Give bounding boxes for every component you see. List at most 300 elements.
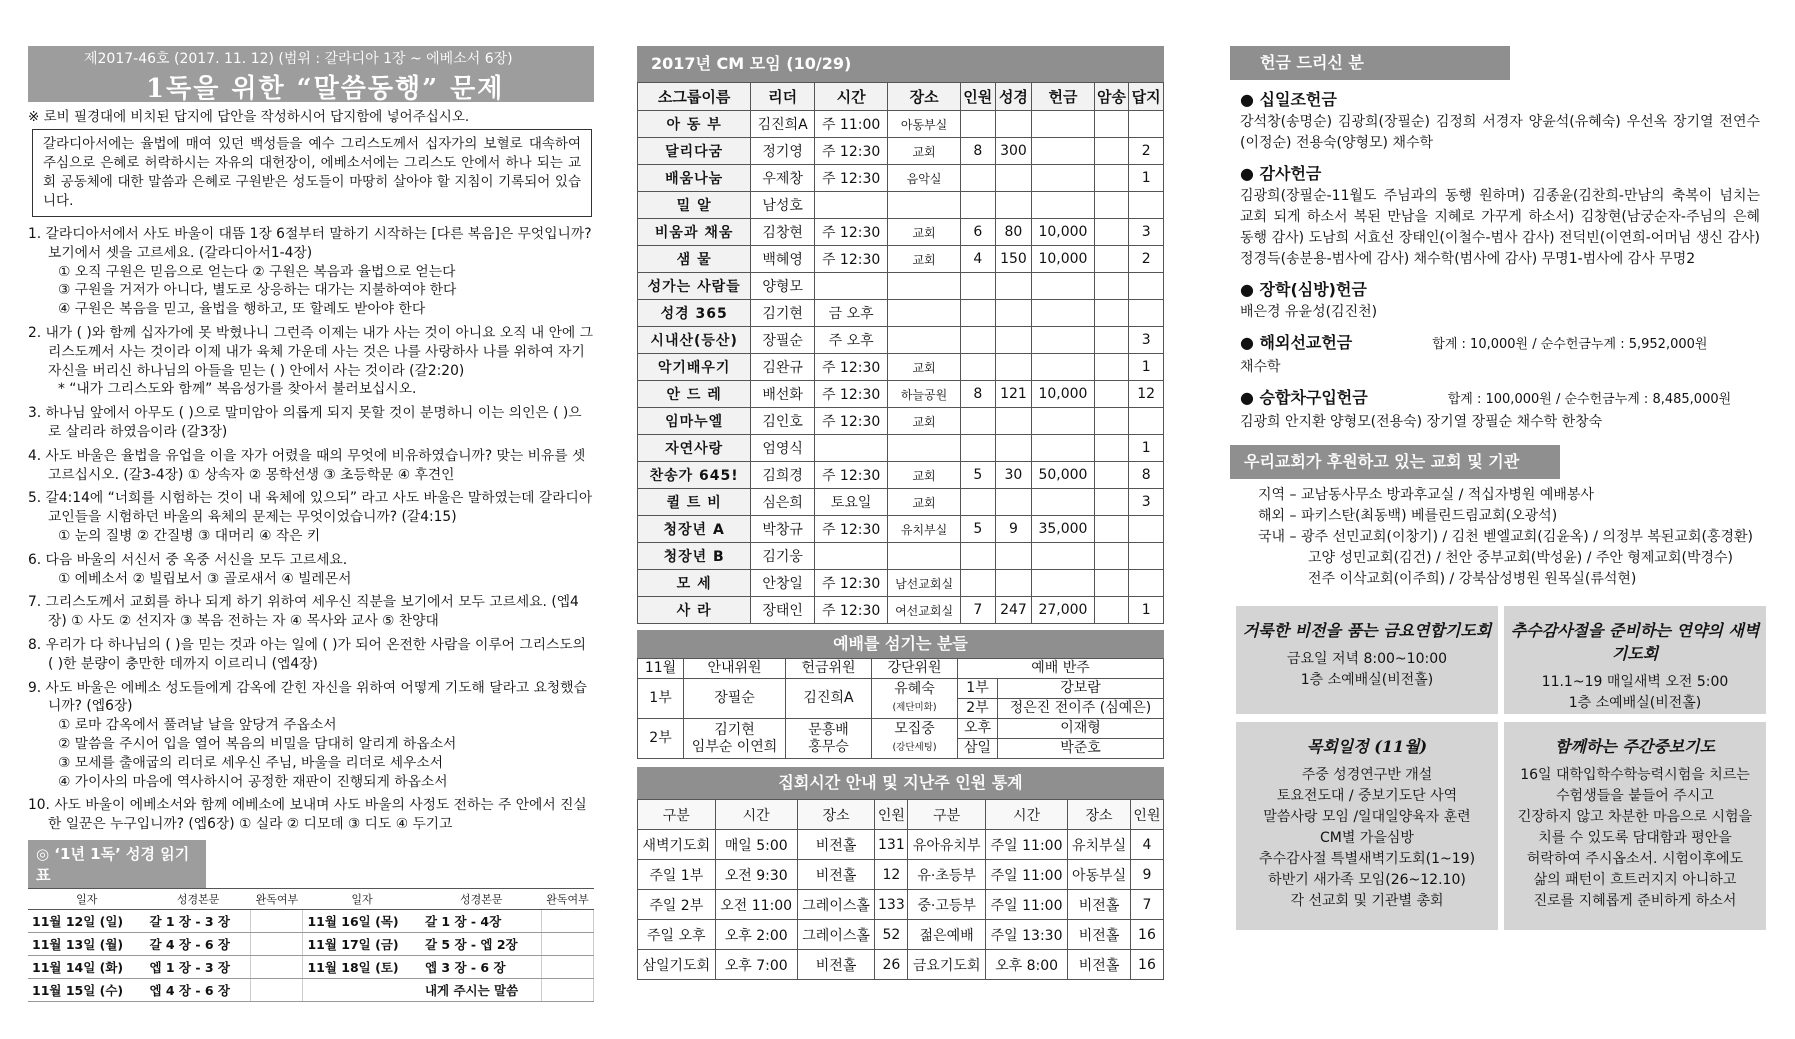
cm-cell: 성경 365	[638, 300, 751, 327]
question: 6. 다음 바울의 서신서 중 옥중 서신을 모두 고르세요. ① 에베소서 ② 빌립보서 ③ 골로새서 ④ 빌레몬서	[28, 551, 594, 589]
stats-cell: 12	[875, 860, 908, 890]
stats-cell: 16	[1130, 920, 1163, 950]
cm-cell	[888, 543, 961, 570]
cm-cell	[995, 327, 1032, 354]
stats-header: 시간	[985, 800, 1067, 830]
reading-cell	[251, 978, 303, 1001]
quiz-intro: 갈라디아서에는 율법에 매여 있던 백성들을 예수 그리스도께서 십자가의 보혈로 대속하여 주심으로 은혜로 허락하시는 자유의 대헌장이, 에베소서에는 그리스도 안에서 하나 되는 교회 공동체에 대한 말씀과 은혜로 구원받은 성도들이 마땅히 살아야 할 지침이 기록되어 있습니다.	[32, 129, 592, 217]
box-line: 주중 성경연구반 개설	[1301, 767, 1433, 783]
cm-cell: 주 12:30	[815, 165, 888, 192]
question-option: * “내가 그리스도와 함께” 복음성가를 찾아서 불러보십시오.	[58, 381, 417, 398]
cm-row	[638, 165, 1164, 192]
quiz-header	[28, 46, 594, 102]
stats-cell: 비전홀	[1068, 920, 1131, 950]
question-option: ③ 모세를 출애굽의 리더로 세우신 주님, 바울을 리더로 세우소서	[58, 754, 444, 771]
cm-cell: 주 12:30	[815, 516, 888, 543]
box-line: CM별 가을심방	[1320, 830, 1414, 846]
cm-header: 리더	[751, 83, 815, 111]
cm-cell: 김희경	[751, 462, 815, 489]
cm-cell: 10,000	[1032, 381, 1094, 408]
servers-table	[637, 658, 1164, 759]
stats-cell: 133	[875, 890, 908, 920]
reading-header: 성경본문	[145, 888, 251, 909]
servers-month: 11월	[638, 659, 684, 679]
box-line: 16일 대학입학수학능력시험을 치르는	[1520, 767, 1750, 783]
stats-header: 인원	[875, 800, 908, 830]
cm-cell: 백혜영	[751, 246, 815, 273]
cm-cell	[960, 165, 995, 192]
cm-cell: 청장년 B	[638, 543, 751, 570]
cm-row	[638, 273, 1164, 300]
cm-cell: 교회	[888, 462, 961, 489]
question: 9. 사도 바울은 에베소 성도들에게 감옥에 갇힌 자신을 위하여 어떻게 기도해 달라고 요청했습니까? (엡6장) ① 로마 감옥에서 풀려날 날을 앞당겨 주옵소서 ② 말씀을 주시어 입을 열어 복음의 비밀을 담대히 알리게 하옵소서 ③ 모세를 출애굽의 리더로 세우신 주님, 바울을 리더로 세우소서 ④ 가이사의 마음에 역사하시어 공정한 재판이 진행되게 하옵소서	[28, 679, 594, 792]
mission-sum: 합계 : 10,000원 / 순수헌금누계 : 5,952,000원	[1432, 337, 1708, 352]
box-line: 치를 수 있도록 담대함과 평안을	[1538, 830, 1732, 846]
cm-cell	[1094, 543, 1129, 570]
servers-p1-offer: 김진희A	[786, 679, 872, 719]
question-option: ③ 구원을 거저가 아니다, 별도로 상응하는 대가는 지불하여야 한다	[58, 282, 457, 299]
cm-cell	[1032, 570, 1094, 597]
cm-cell: 27,000	[1032, 597, 1094, 624]
stats-cell: 비전홀	[1068, 950, 1131, 980]
cm-cell: 아동부실	[888, 111, 961, 138]
cm-cell: 악기배우기	[638, 354, 751, 381]
cm-cell: 주 12:30	[815, 570, 888, 597]
cm-cell	[995, 300, 1032, 327]
stats-cell: 주일 11:00	[985, 830, 1067, 860]
cm-row	[638, 111, 1164, 138]
cm-cell: 교회	[888, 408, 961, 435]
stats-cell: 금요기도회	[908, 950, 986, 980]
cm-cell: 배선화	[751, 381, 815, 408]
cm-cell	[960, 408, 995, 435]
cm-cell	[1094, 408, 1129, 435]
stats-cell: 젊은예배	[908, 920, 986, 950]
servers-p2-offer: 문흥배 홍무승	[786, 719, 872, 759]
cm-cell	[995, 489, 1032, 516]
cm-cell	[995, 111, 1032, 138]
mission-names: 채수학	[1240, 359, 1281, 375]
stats-cell: 유치부실	[1068, 830, 1131, 860]
cm-cell: 김기현	[751, 300, 815, 327]
cm-cell	[815, 192, 888, 219]
cm-cell: 비움과 채움	[638, 219, 751, 246]
cm-row	[638, 327, 1164, 354]
cm-cell	[1094, 597, 1129, 624]
box-line: 긴장하지 않고 차분한 마음으로 시험을	[1517, 809, 1753, 825]
stats-cell: 유아유치부	[908, 830, 986, 860]
cm-cell: 장필순	[751, 327, 815, 354]
stats-cell: 오후 8:00	[985, 950, 1067, 980]
cm-header: 성경	[995, 83, 1032, 111]
question: 7. 그리스도께서 교회를 하나 되게 하기 위하여 세우신 직분을 보기에서 모두 고르세요. (엡4장) ① 사도 ② 선지자 ③ 복음 전하는 자 ④ 목사와 교사 ⑤ 찬양대	[28, 594, 579, 630]
cm-cell	[1129, 543, 1164, 570]
question: 4. 사도 바울은 율법을 유업을 이을 자가 어렸을 때의 무엇에 비유하였습니까? 맞는 비유를 셋 고르십시오. (갈3-4장) ① 상속자 ② 몽학선생 ③ 초등학문 ④ 후견인	[28, 447, 586, 483]
cm-cell: 3	[1129, 489, 1164, 516]
cm-cell	[995, 408, 1032, 435]
cm-cell	[1032, 327, 1094, 354]
reading-cell: 갈 1 장 - 4장	[421, 909, 542, 932]
cm-cell: 박창규	[751, 516, 815, 543]
cm-cell	[1129, 111, 1164, 138]
cm-cell	[1094, 219, 1129, 246]
cm-cell: 1	[1129, 165, 1164, 192]
cm-cell: 8	[1129, 462, 1164, 489]
cm-cell: 주 12:30	[815, 246, 888, 273]
reading-cell: 11월 15일 (수)	[28, 978, 145, 1001]
stats-cell: 삼일기도회	[638, 950, 716, 980]
cm-cell: 장태인	[751, 597, 815, 624]
stats-cell: 오후 2:00	[715, 920, 797, 950]
cm-cell: 7	[960, 597, 995, 624]
cm-header: 답지	[1129, 83, 1164, 111]
schedule-box: 목회일정 (11월) 주중 성경연구반 개설 토요전도대 / 중보기도단 사역 말씀사랑 모임 /일대일양육자 훈련 CM별 가을심방 추수감사절 특별새벽기도회(1~19) 하반기 새가족 모임(26~12.10) 각 선교회 및 기관별 총회	[1236, 722, 1498, 930]
cm-header: 헌금	[1032, 83, 1094, 111]
reading-cell: 11월 12일 (일)	[28, 909, 145, 932]
mission-section	[1230, 331, 1760, 378]
cm-cell: 주 12:30	[815, 597, 888, 624]
cm-cell	[960, 111, 995, 138]
cm-cell	[1129, 192, 1164, 219]
cm-cell: 남선교회실	[888, 570, 961, 597]
reading-cell: 11월 13일 (월)	[28, 932, 145, 955]
cm-cell: 샘 물	[638, 246, 751, 273]
cm-cell: 아 동 부	[638, 111, 751, 138]
cm-cell: 찬송가 645!	[638, 462, 751, 489]
stats-cell: 비전홀	[797, 830, 875, 860]
cm-cell	[960, 354, 995, 381]
ward-title: ● 장학(심방)헌금	[1240, 280, 1367, 299]
cm-cell: 주 12:30	[815, 219, 888, 246]
servers-offer-head: 헌금위원	[786, 659, 872, 679]
cm-cell	[960, 435, 995, 462]
servers-duty-head: 예배 반주	[958, 659, 1164, 679]
stats-cell: 그레이스홀	[797, 890, 875, 920]
question-option: ① 에베소서 ② 빌립보서 ③ 골로새서 ④ 빌레몬서	[58, 570, 352, 587]
cm-cell: 교회	[888, 246, 961, 273]
reading-cell: 11월 14일 (화)	[28, 955, 145, 978]
thanks-names: 김광희(장필순-11월도 주님과의 동행 원하며) 김종윤(김찬희-만남의 축복이 넘치는 교회 되게 하소서 복된 만남을 지혜로 가꾸게 하소서) 김창현(남궁순자-주님의 은혜 동행 감사) 도남희 서효선 장태인(이철수-범사 감사) 전덕빈(이연희-어머님 생신 감사) 정경득(송분용-범사에 감사) 채수학(범사에 감사) 무명1-범사에 감사 무명2	[1240, 188, 1760, 267]
support-list	[1258, 485, 1760, 590]
cm-cell	[815, 435, 888, 462]
cm-header: 시간	[815, 83, 888, 111]
cm-cell: 안창일	[751, 570, 815, 597]
stats-cell: 유·초등부	[908, 860, 986, 890]
stats-cell: 131	[875, 830, 908, 860]
cm-row	[638, 192, 1164, 219]
cm-cell	[1094, 354, 1129, 381]
reading-cell: 11월 18일 (토)	[303, 955, 421, 978]
stats-header: 인원	[1130, 800, 1163, 830]
cm-cell	[1129, 570, 1164, 597]
cm-cell: 주 11:00	[815, 111, 888, 138]
stats-row	[638, 830, 1164, 860]
cm-row	[638, 246, 1164, 273]
cm-cell: 임마누엘	[638, 408, 751, 435]
cm-cell: 8	[960, 138, 995, 165]
box-line: 하반기 새가족 모임(26~12.10)	[1268, 872, 1466, 888]
cm-cell	[1129, 516, 1164, 543]
cm-cell: 밀 알	[638, 192, 751, 219]
cm-cell	[1094, 327, 1129, 354]
reading-row	[28, 932, 594, 955]
cm-cell: 남성호	[751, 192, 815, 219]
cm-cell	[1129, 300, 1164, 327]
cm-cell: 4	[960, 246, 995, 273]
servers-d1: 1부	[958, 679, 998, 699]
cm-cell	[1032, 435, 1094, 462]
stats-cell: 주일 11:00	[985, 860, 1067, 890]
dawn-prayer-box: 추수감사절을 준비하는 연약의 새벽기도회 11.1~19 매일새벽 오전 5:00 1층 소예배실(비전홀)	[1504, 606, 1766, 714]
cm-cell: 10,000	[1032, 246, 1094, 273]
reading-cell	[542, 909, 594, 932]
cm-cell	[888, 327, 961, 354]
ward-names: 배은경 유윤성(김진천)	[1240, 304, 1378, 320]
cm-cell: 금 오후	[815, 300, 888, 327]
cm-cell: 35,000	[1032, 516, 1094, 543]
servers-d3: 오후	[958, 719, 998, 739]
reading-header: 완독여부	[542, 888, 594, 909]
reading-cell: 11월 16일 (목)	[303, 909, 421, 932]
stats-cell: 4	[1130, 830, 1163, 860]
servers-d2: 2부	[958, 699, 998, 719]
stats-header: 구분	[908, 800, 986, 830]
cm-cell: 자연사랑	[638, 435, 751, 462]
car-title: ● 승합차구입헌금 합계 : 100,000원 / 순수헌금누계 : 8,485,000원	[1240, 388, 1732, 407]
cm-cell: 김진희A	[751, 111, 815, 138]
stats-cell: 16	[1130, 950, 1163, 980]
cm-row	[638, 354, 1164, 381]
support-line: 고양 성민교회(김건) / 천안 중부교회(박성윤) / 주안 형제교회(박경수)	[1308, 550, 1733, 566]
reading-cell	[542, 955, 594, 978]
cm-cell: 1	[1129, 597, 1164, 624]
servers-p2: 2부	[638, 719, 684, 759]
cm-cell: 교회	[888, 354, 961, 381]
question: 2. 내가 ( )와 함께 십자가에 못 박혔나니 그런즉 이제는 내가 사는 것이 아니요 오직 내 안에 그리스도께서 사는 것이라 이제 내가 육체 가운데 사는 것은 나를 사랑하사 나를 위하여 자기 자신을 버리신 하나님의 아들을 믿는 ( ) 안에서 사는 것이라 (갈2:20) * “내가 그리스도와 함께” 복음성가를 찾아서 불러보십시오.	[28, 324, 593, 398]
stats-title: 집회시간 안내 및 지난주 인원 통계	[637, 767, 1164, 799]
cm-cell: 김완규	[751, 354, 815, 381]
cm-cell: 주 12:30	[815, 138, 888, 165]
cm-cell: 배움나눔	[638, 165, 751, 192]
support-line: 지역 – 교남동사무소 방과후교실 / 적십자병원 예배봉사	[1258, 487, 1594, 503]
cm-cell: 121	[995, 381, 1032, 408]
stats-cell: 중·고등부	[908, 890, 986, 920]
support-line: 국내 – 광주 선민교회(이창기) / 김천 벧엘교회(김윤옥) / 의정부 복된교회(홍경환)	[1258, 529, 1753, 545]
cm-cell: 6	[960, 219, 995, 246]
cm-cell	[1094, 435, 1129, 462]
friday-prayer-box: 거룩한 비전을 품는 금요연합기도회 금요일 저녁 8:00~10:00 1층 소예배실(비전홀)	[1236, 606, 1498, 714]
cm-cell	[1032, 489, 1094, 516]
reading-cell: 갈 5 장 - 엡 2장	[421, 932, 542, 955]
question-option: ④ 구원은 복음을 믿고, 율법을 행하고, 또 할례도 받아야 한다	[58, 301, 426, 318]
cm-cell: 김기웅	[751, 543, 815, 570]
box-line: 1층 소예배실(비전홀)	[1300, 672, 1434, 688]
car-section	[1230, 386, 1760, 433]
cm-cell: 모 세	[638, 570, 751, 597]
cm-row	[638, 300, 1164, 327]
cm-header: 장소	[888, 83, 961, 111]
cm-cell: 하늘공원	[888, 381, 961, 408]
quiz-column	[28, 46, 594, 1002]
cm-cell: 안 드 레	[638, 381, 751, 408]
cm-cell	[1032, 138, 1094, 165]
cm-cell: 주 12:30	[815, 381, 888, 408]
cm-cell	[1032, 165, 1094, 192]
cm-cell	[1094, 570, 1129, 597]
reading-cell: 갈 1 장 - 3 장	[145, 909, 251, 932]
box-line: 말씀사랑 모임 /일대일양육자 훈련	[1263, 809, 1471, 825]
stats-row	[638, 860, 1164, 890]
reading-header: 일자	[303, 888, 421, 909]
cm-cell	[1032, 111, 1094, 138]
cm-cell: 퀼 트 비	[638, 489, 751, 516]
cm-cell: 교회	[888, 138, 961, 165]
box-line: 1층 소예배실(비전홀)	[1568, 695, 1702, 711]
question: 5. 갈4:14에 “너희를 시험하는 것이 내 육체에 있으되” 라고 사도 바울은 말하였는데 갈라디아 교인들을 시험하던 바울의 육체의 문제는 무엇이었습니까? (갈4:15) ① 눈의 질병 ② 간질병 ③ 대머리 ④ 작은 키	[28, 490, 593, 544]
cm-cell	[960, 543, 995, 570]
support-line: 해외 – 파키스탄(최동백) 베를린드림교회(오광석)	[1258, 508, 1558, 524]
cm-cell	[1094, 300, 1129, 327]
servers-d1v: 강보람	[998, 679, 1164, 699]
cm-cell	[1094, 273, 1129, 300]
cm-cell	[995, 273, 1032, 300]
cm-cell	[960, 192, 995, 219]
issue-line: 제2017-46호 (2017. 11. 12) (범위 : 갈라디아 1장 ~ 에베소서 6장)	[84, 51, 513, 67]
servers-d3v: 이재형	[998, 719, 1164, 739]
cm-cell: 시내산(등산)	[638, 327, 751, 354]
reading-cell	[542, 978, 594, 1001]
stats-header: 구분	[638, 800, 716, 830]
cm-cell: 3	[1129, 327, 1164, 354]
question-list	[28, 225, 594, 834]
box-line: 토요전도대 / 중보기도단 사역	[1276, 788, 1458, 804]
cm-cell	[995, 543, 1032, 570]
servers-d4: 삼일	[958, 739, 998, 759]
stats-cell: 새벽기도회	[638, 830, 716, 860]
question-option: ① 로마 감옥에서 풀려날 날을 앞당겨 주옵소서	[58, 717, 337, 734]
quiz-note: ※ 로비 필경대에 비치된 답지에 답안을 작성하시어 답지함에 넣어주십시오.	[28, 109, 470, 125]
box-line: 추수감사절 특별새벽기도회(1~19)	[1258, 851, 1476, 867]
stats-table	[637, 799, 1164, 980]
reading-cell	[251, 955, 303, 978]
box-line: 삶의 패턴이 흐트러지지 아니하고	[1533, 872, 1737, 888]
thanks-section	[1230, 162, 1760, 270]
box-line: 진로를 지혜롭게 준비하게 하소서	[1533, 893, 1737, 909]
reading-cell: 내게 주시는 말씀	[421, 978, 542, 1001]
question: 3. 하나님 앞에서 아무도 ( )으로 말미암아 의롭게 되지 못할 것이 분명하니 이는 의인은 ( )으로 살리라 하였음이라 (갈3장)	[28, 405, 582, 440]
cm-cell	[1032, 354, 1094, 381]
reading-title: ◎ ‘1년 1독’ 성경 읽기표	[28, 840, 206, 888]
reading-cell: 엡 3 장 - 6 장	[421, 955, 542, 978]
cm-cell: 사 라	[638, 597, 751, 624]
cm-cell: 80	[995, 219, 1032, 246]
car-names: 김광희 안지환 양형모(전용숙) 장기열 장필순 채수학 한창숙	[1240, 414, 1603, 430]
stats-cell: 52	[875, 920, 908, 950]
box-line: 금요일 저녁 8:00~10:00	[1286, 651, 1448, 667]
question-option: ② 말씀을 주시어 입을 열어 복음의 비밀을 담대히 알리게 하옵소서	[58, 735, 457, 752]
cm-cell: 우제창	[751, 165, 815, 192]
reading-header: 일자	[28, 888, 145, 909]
cm-cell	[1032, 300, 1094, 327]
reading-table	[28, 888, 594, 1002]
tithe-section	[1230, 88, 1760, 154]
reading-cell: 엡 1 장 - 3 장	[145, 955, 251, 978]
cm-cell	[815, 273, 888, 300]
cm-row	[638, 597, 1164, 624]
cm-cell: 주 12:30	[815, 462, 888, 489]
box-line: 각 선교회 및 기관별 총회	[1290, 893, 1444, 909]
stats-cell: 주일 13:30	[985, 920, 1067, 950]
servers-altar2: 모집중 (강단세팅)	[872, 719, 958, 759]
cm-title: 2017년 CM 모임 (10/29)	[637, 46, 1164, 82]
servers-p1-guide: 장필순	[684, 679, 786, 719]
cm-cell	[1094, 138, 1129, 165]
reading-cell: 11월 17일 (금)	[303, 932, 421, 955]
cm-cell	[995, 354, 1032, 381]
cm-cell: 9	[995, 516, 1032, 543]
cm-cell: 3	[1129, 219, 1164, 246]
question-option: ① 오직 구원은 믿음으로 얻는다 ② 구원은 복음과 율법으로 얻는다	[58, 263, 456, 280]
cm-cell: 여선교회실	[888, 597, 961, 624]
cm-cell	[1094, 111, 1129, 138]
cm-cell	[1094, 192, 1129, 219]
stats-row	[638, 950, 1164, 980]
cm-cell	[1129, 273, 1164, 300]
cm-cell	[1129, 408, 1164, 435]
reading-cell	[542, 932, 594, 955]
cm-cell	[995, 435, 1032, 462]
cm-cell: 1	[1129, 435, 1164, 462]
cm-cell	[888, 300, 961, 327]
cm-cell	[1094, 462, 1129, 489]
stats-cell: 그레이스홀	[797, 920, 875, 950]
cm-cell: 30	[995, 462, 1032, 489]
cm-cell	[995, 165, 1032, 192]
cm-row	[638, 462, 1164, 489]
stats-cell: 매일 5:00	[715, 830, 797, 860]
cm-cell	[1094, 165, 1129, 192]
stats-cell: 9	[1130, 860, 1163, 890]
cm-cell: 주 오후	[815, 327, 888, 354]
reading-cell	[251, 909, 303, 932]
stats-cell: 비전홀	[1068, 890, 1131, 920]
cm-header: 인원	[960, 83, 995, 111]
question: 1. 갈라디아서에서 사도 바울이 대뜸 1장 6절부터 말하기 시작하는 [다른 복음]은 무엇입니까? 보기에서 셋을 고르세요. (갈라디아서1-4장) ① 오직 구원은 믿음으로 얻는다 ② 구원은 복음과 율법으로 얻는다 ③ 구원을 거저가 아니다, 별도로 상응하는 대가는 지불하여야 한다 ④ 구원은 복음을 믿고, 율법을 행하고, 또 할례도 받아야 한다	[28, 225, 594, 319]
cm-header: 소그룹이름	[638, 83, 751, 111]
quiz-title: 1독을 위한 “말씀동행” 문제	[146, 74, 505, 104]
servers-p1: 1부	[638, 679, 684, 719]
cm-cell	[888, 273, 961, 300]
cm-cell: 300	[995, 138, 1032, 165]
stats-header: 장소	[797, 800, 875, 830]
reading-row	[28, 978, 594, 1001]
question-option: ④ 가이사의 마음에 역사하시어 공정한 재판이 진행되게 하옵소서	[58, 773, 448, 790]
stats-cell: 주일 오후	[638, 920, 716, 950]
question: 8. 우리가 다 하나님의 ( )을 믿는 것과 아는 일에 ( )가 되어 온전한 사람을 이루어 그리스도의 ( )한 분량이 충만한 데까지 이르리니 (엡4장)	[28, 636, 587, 672]
reading-cell: 엡 4 장 - 6 장	[145, 978, 251, 1001]
stats-cell: 주일 2부	[638, 890, 716, 920]
cm-cell	[960, 489, 995, 516]
cm-cell: 유치부실	[888, 516, 961, 543]
servers-guide-head: 안내위원	[684, 659, 786, 679]
cm-row	[638, 543, 1164, 570]
cm-cell: 달리다굼	[638, 138, 751, 165]
cm-cell: 50,000	[1032, 462, 1094, 489]
car-sum: 합계 : 100,000원 / 순수헌금누계 : 8,485,000원	[1447, 392, 1732, 407]
notice-boxes	[1236, 606, 1760, 930]
cm-cell	[960, 327, 995, 354]
stats-header: 시간	[715, 800, 797, 830]
